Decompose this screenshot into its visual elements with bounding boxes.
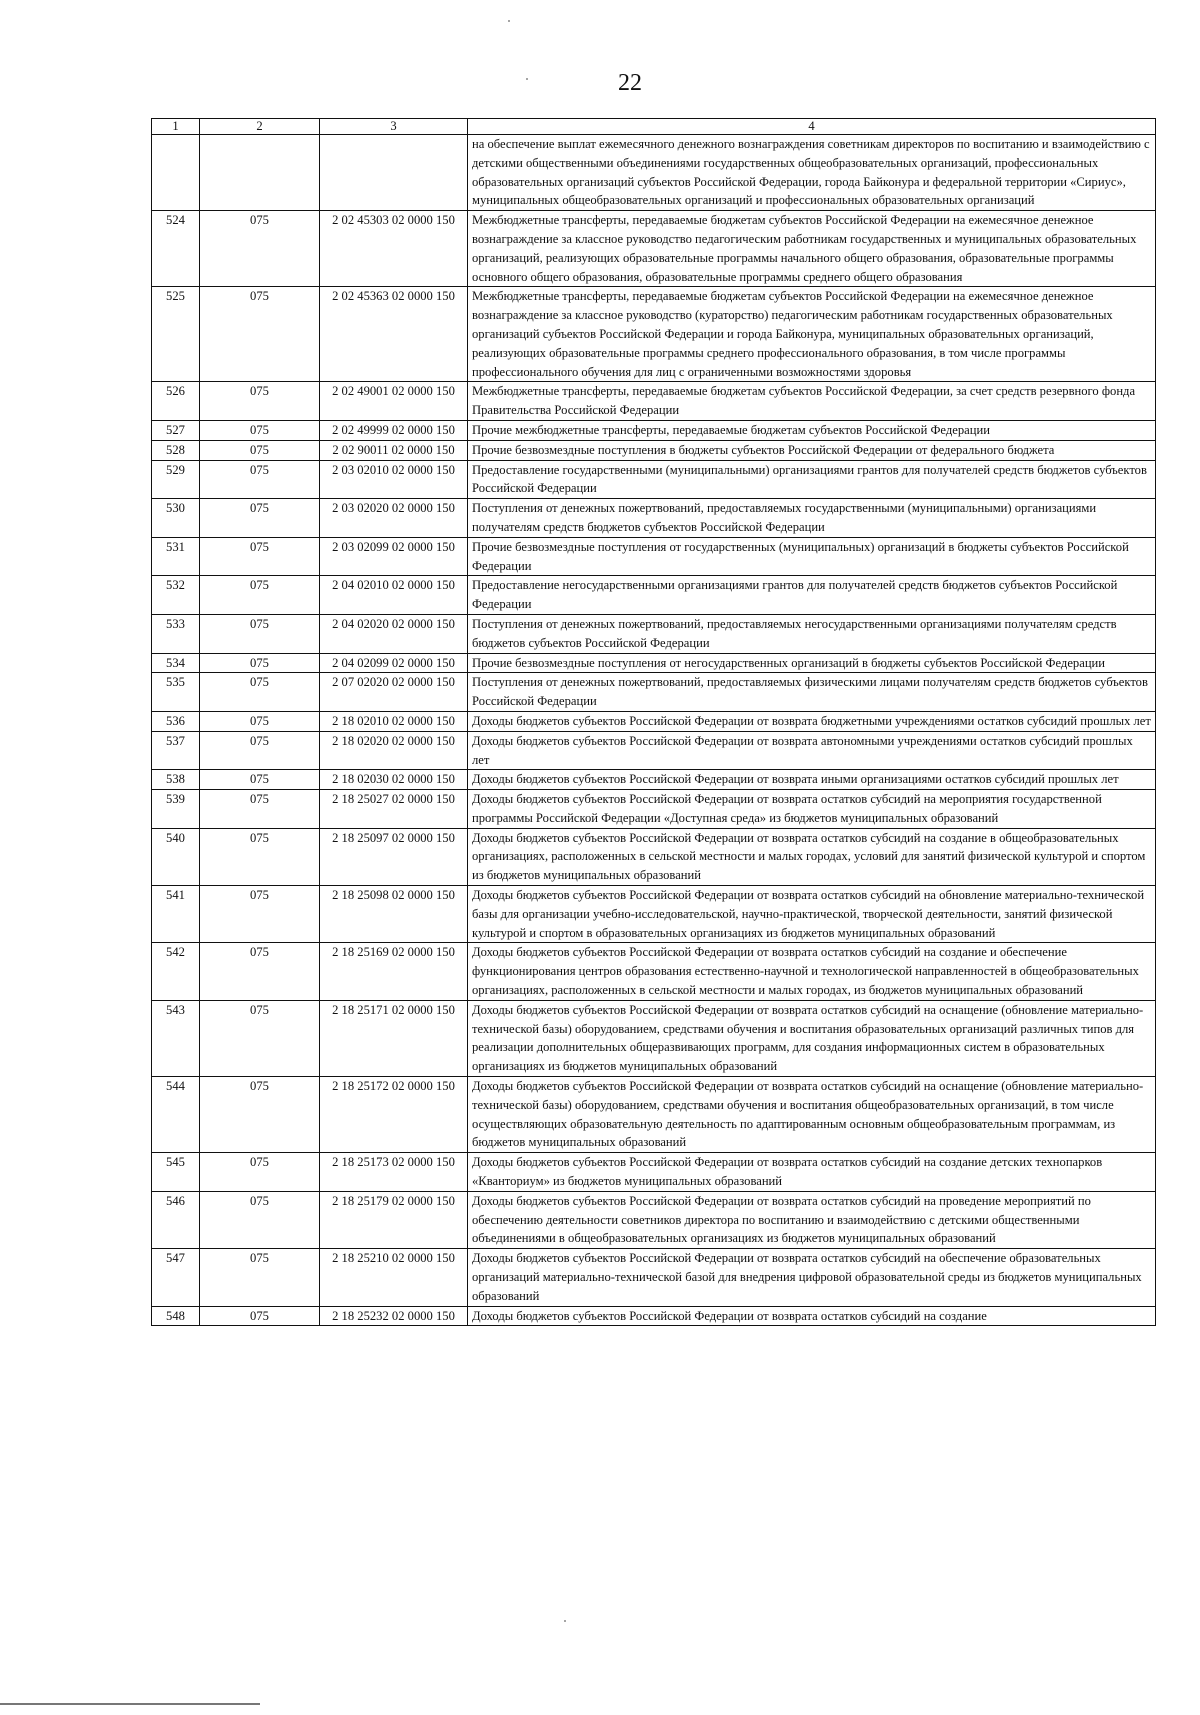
column-header-2: 2 [200,119,320,135]
admin-code-cell: 075 [200,440,320,460]
budget-code-cell: 2 02 45303 02 0000 150 [320,211,468,287]
row-number-cell: 525 [152,287,200,382]
description-cell: Прочие безвозмездные поступления от государственных (муниципальных) организаций в бюджеты субъектов Российской Федерации [468,537,1156,576]
admin-code-cell: 075 [200,499,320,538]
description-cell: Межбюджетные трансферты, передаваемые бюджетам субъектов Российской Федерации на ежемесячное денежное вознаграждение за классное руководство педагогическим работникам государственных и муниципальных образовательных организаций, реализующих образовательные программы начального общего образования, образовательные программы основного общего образования, образовательные программы среднего общего образования [468,211,1156,287]
row-number-cell: 534 [152,653,200,673]
admin-code-cell: 075 [200,731,320,770]
budget-code-cell: 2 02 45363 02 0000 150 [320,287,468,382]
table-row [152,943,1156,1000]
admin-code-cell: 075 [200,1249,320,1306]
admin-code-cell: 075 [200,770,320,790]
admin-code-cell: 075 [200,790,320,829]
description-cell: Доходы бюджетов субъектов Российской Федерации от возврата остатков субсидий на мероприятия государственной программы Российской Федерации «Доступная среда» из бюджетов муниципальных образований [468,790,1156,829]
column-header-3: 3 [320,119,468,135]
row-number-cell: 543 [152,1000,200,1076]
description-cell: Предоставление негосударственными организациями грантов для получателей средств бюджетов субъектов Российской Федерации [468,576,1156,615]
admin-code-cell: 075 [200,1306,320,1326]
table-row [152,828,1156,885]
budget-code-cell: 2 18 25169 02 0000 150 [320,943,468,1000]
table-row [152,886,1156,943]
admin-code-cell: 075 [200,420,320,440]
description-cell: Предоставление государственными (муниципальными) организациями грантов для получателей средств бюджетов субъектов Российской Федерации [468,460,1156,499]
row-number-cell: 546 [152,1191,200,1248]
row-number-cell: 528 [152,440,200,460]
row-number-cell: 526 [152,382,200,421]
admin-code-cell: 075 [200,943,320,1000]
description-cell: Поступления от денежных пожертвований, предоставляемых физическими лицами получателям средств бюджетов субъектов Российской Федерации [468,673,1156,712]
table-row [152,576,1156,615]
table-row [152,382,1156,421]
revenue-codes-table [151,118,1156,1326]
description-cell: Доходы бюджетов субъектов Российской Федерации от возврата остатков субсидий на создание в общеобразовательных организациях, расположенных в сельской местности и малых городах, условий для занятий физической культурой и спортом из бюджетов муниципальных образований [468,828,1156,885]
budget-code-cell: 2 03 02010 02 0000 150 [320,460,468,499]
description-cell: Поступления от денежных пожертвований, предоставляемых государственными (муниципальными) организациями получателям средств бюджетов субъектов Российской Федерации [468,499,1156,538]
table-row [152,673,1156,712]
budget-code-cell: 2 02 90011 02 0000 150 [320,440,468,460]
admin-code-cell: 075 [200,711,320,731]
budget-code-cell: 2 03 02099 02 0000 150 [320,537,468,576]
table-row [152,711,1156,731]
admin-code-cell: 075 [200,1077,320,1153]
row-number-cell: 524 [152,211,200,287]
admin-code-cell: 075 [200,460,320,499]
budget-code-cell: 2 18 25173 02 0000 150 [320,1153,468,1192]
description-cell: Прочие безвозмездные поступления от негосударственных организаций в бюджеты субъектов Российской Федерации [468,653,1156,673]
column-header-4: 4 [468,119,1156,135]
row-number-cell: 539 [152,790,200,829]
table-row [152,1306,1156,1326]
description-cell: Доходы бюджетов субъектов Российской Федерации от возврата остатков субсидий на создание детских технопарков «Кванториум» из бюджетов муниципальных образований [468,1153,1156,1192]
description-cell: Доходы бюджетов субъектов Российской Федерации от возврата остатков субсидий на обеспечение образовательных организаций материально-технической базой для внедрения цифровой образовательной среды из бюджетов муниципальных образований [468,1249,1156,1306]
row-number-cell: 527 [152,420,200,440]
table-row [152,770,1156,790]
table-row [152,499,1156,538]
scan-speck [564,1620,566,1622]
row-number-cell: 535 [152,673,200,712]
row-number-cell: 544 [152,1077,200,1153]
table-row [152,1000,1156,1076]
table-row [152,731,1156,770]
row-number-cell: 541 [152,886,200,943]
row-number-cell: 533 [152,614,200,653]
admin-code-cell: 075 [200,614,320,653]
row-number-cell: 530 [152,499,200,538]
row-number-cell: 547 [152,1249,200,1306]
table-row [152,1191,1156,1248]
description-cell: Доходы бюджетов субъектов Российской Федерации от возврата автономными учреждениями остатков субсидий прошлых лет [468,731,1156,770]
admin-code-cell: 075 [200,1191,320,1248]
row-number-cell [152,135,200,211]
table-row [152,614,1156,653]
table-row [152,460,1156,499]
admin-code-cell: 075 [200,211,320,287]
scan-speck [526,78,528,80]
admin-code-cell: 075 [200,828,320,885]
budget-code-cell: 2 03 02020 02 0000 150 [320,499,468,538]
table-row [152,1249,1156,1306]
budget-code-cell: 2 18 25027 02 0000 150 [320,790,468,829]
description-cell: Прочие межбюджетные трансферты, передаваемые бюджетам субъектов Российской Федерации [468,420,1156,440]
admin-code-cell: 075 [200,537,320,576]
scan-speck [508,20,510,22]
budget-code-cell: 2 02 49999 02 0000 150 [320,420,468,440]
row-number-cell: 532 [152,576,200,615]
row-number-cell: 548 [152,1306,200,1326]
description-cell: Доходы бюджетов субъектов Российской Федерации от возврата остатков субсидий на создание и обеспечение функционирования центров образования естественно-научной и технологической направленностей в общеобразовательных организациях, расположенных в сельской местности и малых городах, из бюджетов муниципальных образований [468,943,1156,1000]
budget-code-cell: 2 18 02030 02 0000 150 [320,770,468,790]
description-cell: на обеспечение выплат ежемесячного денежного вознаграждения советникам директоров по воспитанию и взаимодействию с детскими общественными объединениями государственных общеобразовательных организаций, профессиональных образовательных организаций субъектов Российской Федерации, города Байконура и федеральной территории «Сириус», муниципальных общеобразовательных организаций и профессиональных образовательных организаций [468,135,1156,211]
row-number-cell: 537 [152,731,200,770]
row-number-cell: 542 [152,943,200,1000]
budget-code-cell: 2 18 02020 02 0000 150 [320,731,468,770]
page-number: 22 [618,70,642,96]
description-cell: Доходы бюджетов субъектов Российской Федерации от возврата остатков субсидий на создание [468,1306,1156,1326]
table-row [152,211,1156,287]
description-cell: Прочие безвозмездные поступления в бюджеты субъектов Российской Федерации от федерального бюджета [468,440,1156,460]
budget-code-cell: 2 02 49001 02 0000 150 [320,382,468,421]
row-number-cell: 545 [152,1153,200,1192]
column-header-1: 1 [152,119,200,135]
budget-code-cell: 2 04 02020 02 0000 150 [320,614,468,653]
row-number-cell: 536 [152,711,200,731]
admin-code-cell: 075 [200,576,320,615]
row-number-cell: 540 [152,828,200,885]
admin-code-cell [200,135,320,211]
admin-code-cell: 075 [200,287,320,382]
budget-code-cell: 2 18 25097 02 0000 150 [320,828,468,885]
table-row [152,1153,1156,1192]
budget-code-cell: 2 04 02099 02 0000 150 [320,653,468,673]
description-cell: Доходы бюджетов субъектов Российской Федерации от возврата остатков субсидий на проведение мероприятий по обеспечению деятельности советников директора по воспитанию и взаимодействию с детскими общественными объединениями в общеобразовательных организациях из бюджетов муниципальных образований [468,1191,1156,1248]
row-number-cell: 538 [152,770,200,790]
row-number-cell: 531 [152,537,200,576]
row-number-cell: 529 [152,460,200,499]
table-row [152,420,1156,440]
description-cell: Доходы бюджетов субъектов Российской Федерации от возврата бюджетными учреждениями остатков субсидий прошлых лет [468,711,1156,731]
admin-code-cell: 075 [200,382,320,421]
admin-code-cell: 075 [200,673,320,712]
table-row [152,287,1156,382]
description-cell: Поступления от денежных пожертвований, предоставляемых негосударственными организациями получателям средств бюджетов субъектов Российской Федерации [468,614,1156,653]
admin-code-cell: 075 [200,886,320,943]
budget-code-cell: 2 18 02010 02 0000 150 [320,711,468,731]
description-cell: Доходы бюджетов субъектов Российской Федерации от возврата остатков субсидий на оснащение (обновление материально-технической базы) оборудованием, средствами обучения и воспитания общеобразовательных организаций, в том числе осуществляющих образовательную деятельность по адаптированным основным общеобразовательным программам, из бюджетов муниципальных образований [468,1077,1156,1153]
budget-code-cell: 2 18 25232 02 0000 150 [320,1306,468,1326]
table-row [152,440,1156,460]
budget-code-cell: 2 18 25171 02 0000 150 [320,1000,468,1076]
scan-edge-line [0,1703,260,1705]
budget-code-cell [320,135,468,211]
table-row [152,790,1156,829]
budget-code-cell: 2 18 25172 02 0000 150 [320,1077,468,1153]
table-row [152,1077,1156,1153]
budget-code-cell: 2 04 02010 02 0000 150 [320,576,468,615]
budget-code-cell: 2 07 02020 02 0000 150 [320,673,468,712]
description-cell: Доходы бюджетов субъектов Российской Федерации от возврата иными организациями остатков субсидий прошлых лет [468,770,1156,790]
table-row [152,653,1156,673]
budget-code-cell: 2 18 25098 02 0000 150 [320,886,468,943]
description-cell: Доходы бюджетов субъектов Российской Федерации от возврата остатков субсидий на оснащение (обновление материально-технической базы) оборудованием, средствами обучения и воспитания образовательных организаций различных типов для реализации дополнительных общеразвивающих программ, для создания информационных систем в образовательных организациях из бюджетов муниципальных образований [468,1000,1156,1076]
admin-code-cell: 075 [200,1000,320,1076]
description-cell: Межбюджетные трансферты, передаваемые бюджетам субъектов Российской Федерации на ежемесячное денежное вознаграждение за классное руководство (кураторство) педагогическим работникам государственных образовательных организаций субъектов Российской Федерации и города Байконура, муниципальных образовательных организаций, реализующих образовательные программы среднего профессионального образования, в том числе программы профессионального обучения для лиц с ограниченными возможностями здоровья [468,287,1156,382]
table-header-row [152,119,1156,135]
description-cell: Межбюджетные трансферты, передаваемые бюджетам субъектов Российской Федерации, за счет средств резервного фонда Правительства Российской Федерации [468,382,1156,421]
budget-code-cell: 2 18 25179 02 0000 150 [320,1191,468,1248]
table-row [152,135,1156,211]
budget-code-cell: 2 18 25210 02 0000 150 [320,1249,468,1306]
table-row [152,537,1156,576]
admin-code-cell: 075 [200,653,320,673]
description-cell: Доходы бюджетов субъектов Российской Федерации от возврата остатков субсидий на обновление материально-технической базы для организации учебно-исследовательской, научно-практической, творческой деятельности, занятий физической культурой и спортом в образовательных организациях из бюджетов муниципальных образований [468,886,1156,943]
admin-code-cell: 075 [200,1153,320,1192]
